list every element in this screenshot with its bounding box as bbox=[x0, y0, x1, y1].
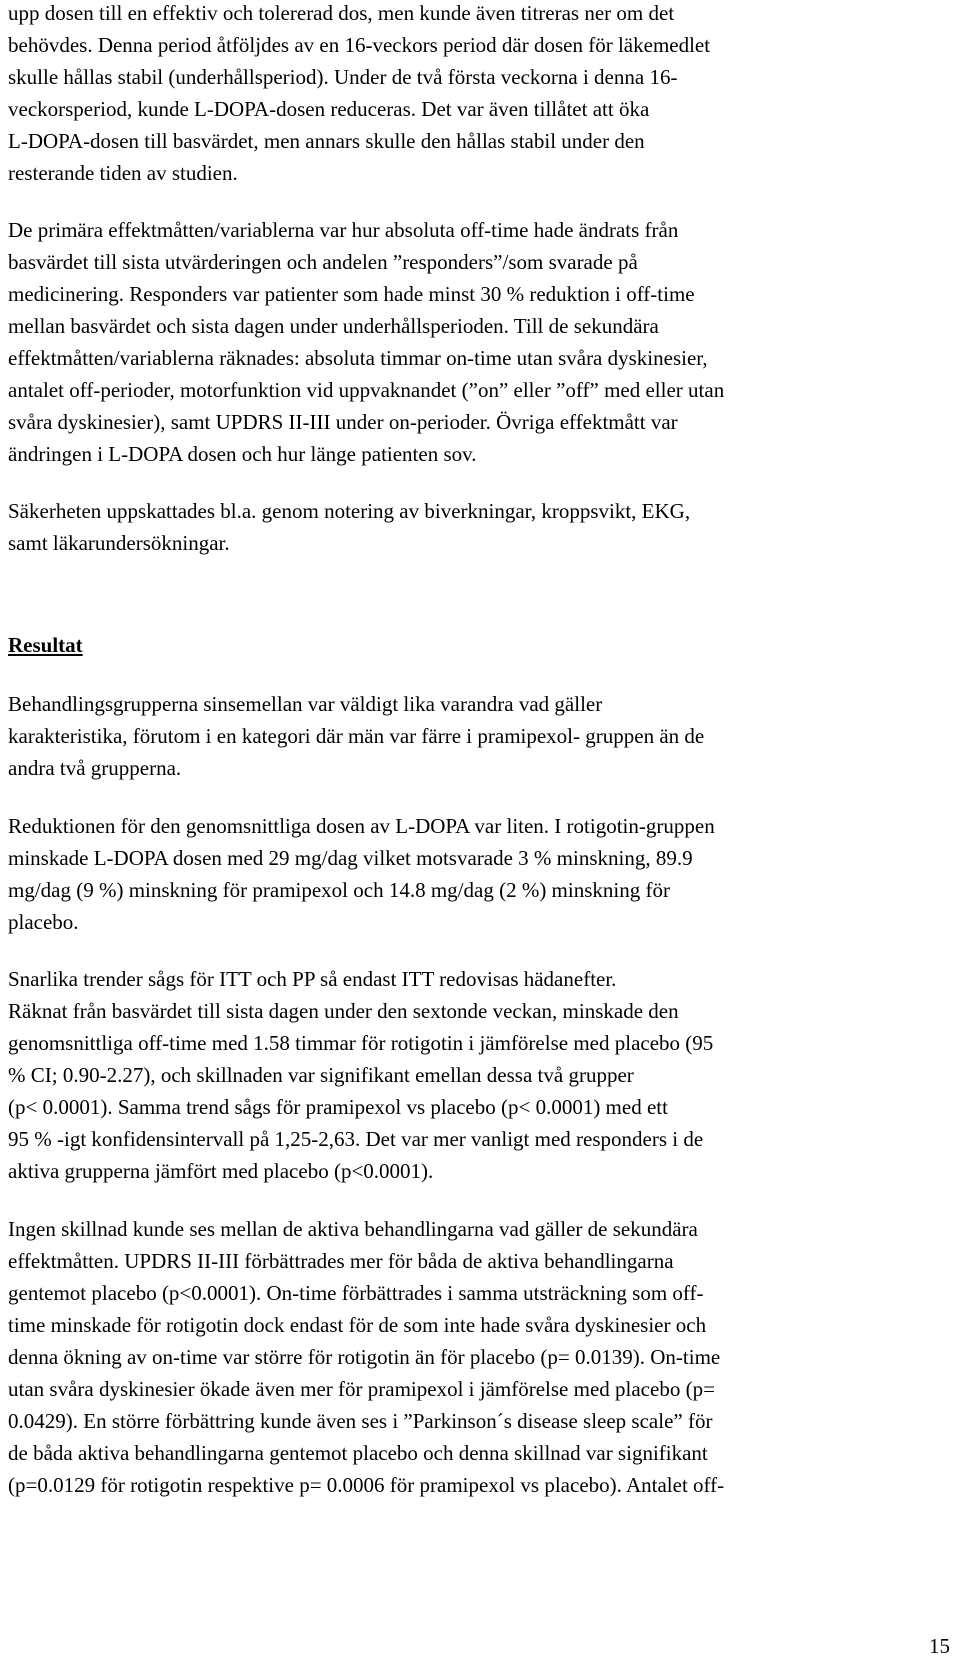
text-line: mellan basvärdet och sista dagen under underhållsperioden. Till de sekundära bbox=[8, 314, 659, 338]
text-line: 0.0429). En större förbättring kunde även ses i ”Parkinson´s disease sleep scale” för bbox=[8, 1409, 713, 1433]
text-line: skulle hållas stabil (underhållsperiod). Under de två första veckorna i denna 16- bbox=[8, 65, 678, 89]
text-line: Räknat från basvärdet till sista dagen under den sextonde veckan, minskade den bbox=[8, 999, 679, 1023]
text-line: Säkerheten uppskattades bl.a. genom notering av biverkningar, kroppsvikt, EKG, bbox=[8, 499, 691, 523]
text-line: Behandlingsgrupperna sinsemellan var väldigt lika varandra vad gäller bbox=[8, 692, 603, 716]
text-line: (p=0.0129 för rotigotin respektive p= 0.0006 för pramipexol vs placebo). Antalet off- bbox=[8, 1473, 725, 1497]
text-line: antalet off-perioder, motorfunktion vid uppvaknandet (”on” eller ”off” med eller utan bbox=[8, 378, 725, 402]
text-line: Snarlika trender sågs för ITT och PP så endast ITT redovisas hädanefter. bbox=[8, 967, 617, 991]
page-number: 15 bbox=[929, 1634, 950, 1658]
text-line: gentemot placebo (p<0.0001). On-time förbättrades i samma utsträckning som off- bbox=[8, 1281, 704, 1305]
text-line: Ingen skillnad kunde ses mellan de aktiva behandlingarna vad gäller de sekundära bbox=[8, 1217, 698, 1241]
text-line: mg/dag (9 %) minskning för pramipexol och 14.8 mg/dag (2 %) minskning för bbox=[8, 878, 670, 902]
text-line: de båda aktiva behandlingarna gentemot placebo och denna skillnad var signifikant bbox=[8, 1441, 708, 1465]
text-line: denna ökning av on-time var större för rotigotin än för placebo (p= 0.0139). On-time bbox=[8, 1345, 721, 1369]
text-line: (p< 0.0001). Samma trend sågs för pramipexol vs placebo (p< 0.0001) med ett bbox=[8, 1095, 668, 1119]
text-line: karakteristika, förutom i en kategori där män var färre i pramipexol- gruppen än de bbox=[8, 724, 705, 748]
text-line: genomsnittliga off-time med 1.58 timmar för rotigotin i jämförelse med placebo (95 bbox=[8, 1031, 714, 1055]
text-line: ändringen i L-DOPA dosen och hur länge patienten sov. bbox=[8, 442, 477, 466]
text-line: andra två grupperna. bbox=[8, 756, 182, 780]
text-line: time minskade för rotigotin dock endast för de som inte hade svåra dyskinesier och bbox=[8, 1313, 707, 1337]
text-line: aktiva grupperna jämfört med placebo (p<0.0001). bbox=[8, 1159, 434, 1183]
text-line: upp dosen till en effektiv och tolererad dos, men kunde även titreras ner om det bbox=[8, 1, 675, 25]
text-line: utan svåra dyskinesier ökade även mer för pramipexol i jämförelse med placebo (p= bbox=[8, 1377, 715, 1401]
text-line: basvärdet till sista utvärderingen och andelen ”responders”/som svarade på bbox=[8, 250, 638, 274]
text-line: 95 % -igt konfidensintervall på 1,25-2,63. Det var mer vanligt med responders i de bbox=[8, 1127, 704, 1151]
text-line: De primära effektmåtten/variablerna var hur absoluta off-time hade ändrats från bbox=[8, 218, 679, 242]
text-line: behövdes. Denna period åtföljdes av en 16-veckors period där dosen för läkemedlet bbox=[8, 33, 711, 57]
text-line: minskade L-DOPA dosen med 29 mg/dag vilket motsvarade 3 % minskning, 89.9 bbox=[8, 846, 693, 870]
text-line: svåra dyskinesier), samt UPDRS II-III under on-perioder. Övriga effektmått var bbox=[8, 410, 678, 434]
text-line: medicinering. Responders var patienter som hade minst 30 % reduktion i off-time bbox=[8, 282, 695, 306]
text-line: % CI; 0.90-2.27), och skillnaden var signifikant emellan dessa två grupper bbox=[8, 1063, 634, 1087]
text-line: Reduktionen för den genomsnittliga dosen av L-DOPA var liten. I rotigotin-gruppen bbox=[8, 814, 715, 838]
text-line: samt läkarundersökningar. bbox=[8, 531, 230, 555]
text-line: placebo. bbox=[8, 910, 79, 934]
text-line: effektmåtten. UPDRS II-III förbättrades mer för båda de aktiva behandlingarna bbox=[8, 1249, 674, 1273]
text-line: effektmåtten/variablerna räknades: absoluta timmar on-time utan svåra dyskinesier, bbox=[8, 346, 708, 370]
text-line: L-DOPA-dosen till basvärdet, men annars skulle den hållas stabil under den bbox=[8, 129, 645, 153]
text-line: resterande tiden av studien. bbox=[8, 161, 238, 185]
section-heading-resultat: Resultat bbox=[8, 633, 83, 657]
text-line: veckorsperiod, kunde L-DOPA-dosen reduceras. Det var även tillåtet att öka bbox=[8, 97, 650, 121]
